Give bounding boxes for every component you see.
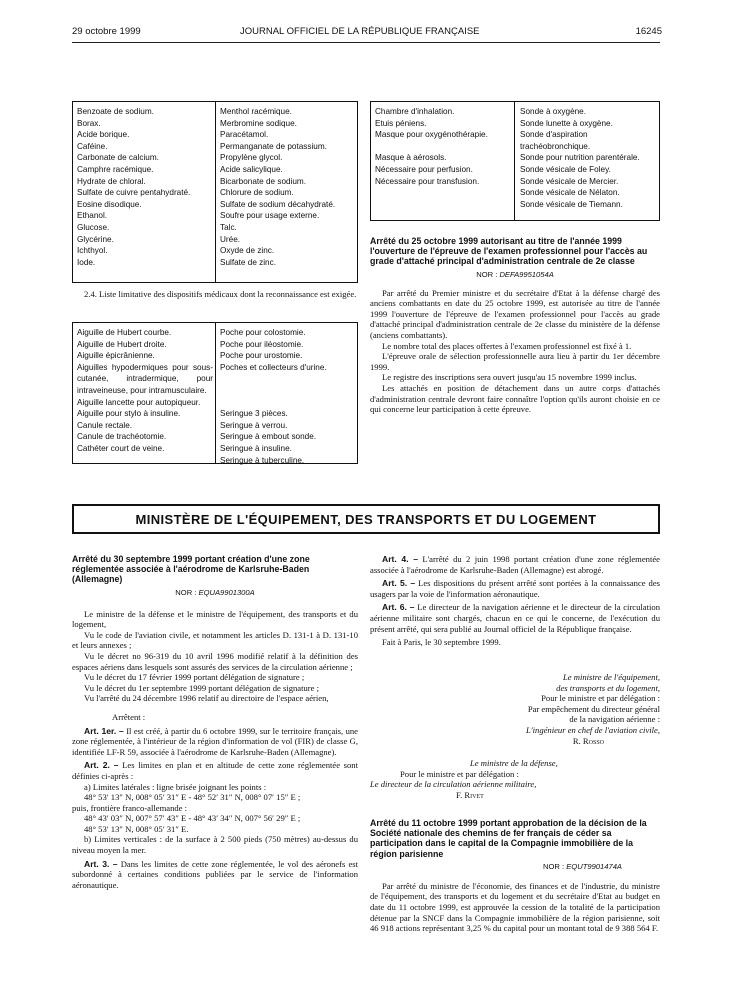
arrete-body: Le ministre de la défense et le ministre de l'équipement, des transports et du logement, Vu le code de l'aviation civile, et notamment les articles D. 131-1 à D. 131-10 et leurs annexes ; Vu le décret no 96-319 du 10 avril 1996 modifié relatif à la définition des espaces aériens dans lesquels sont assurés des services de la circulation aérienne ; Vu le décret du 17 février 1999 portant délégation de signature ; Vu le décret du 1er septembre 1999 portant délégation de signature ; Vu l'arrêté du 24 décembre 1996 relatif au directoire de l'espace aérien, Arrêtent : Art. 1er. – Il est créé, à partir du 6 octobre 1999, sur le territoire français, une zone réglementée, à l'intérieur de la région d'information de vol (FIR) de classe G, identifiée LF-R 59, associée à l'aérodrome de Karlsruhe-Baden (Allemagne). Art. 2. – Les limites en plan et en altitude de cette zone réglementée sont définies ci-après : a) Limites latérales : ligne brisée joignant les points : 48° 53′ 13″ N, 008° 05′ 31″ E - 48° 52′ 31″ N, 008° 07′ 15″ E ; puis, frontière franco-allemande : 48° 43′ 03″ N, 007° 57′ 43″ E - 48° 43′ 34″ N, 007° 56′ 29″ E ; 48° 53′ 13″ N, 008° 05′ 31″ E. b) Limites verticales : de la surface à 2 500 pieds (750 mètres) au-dessus du niveau moyen la mer. Art. 3. – Dans les limites de cette zone réglementée, le vol des aéronefs est subordonné à certaines conditions publiées par le service de l'information aéronautique.: [72, 608, 358, 890]
table-cell: Sonde à oxygène.: [520, 107, 587, 116]
section-2-4: 2.4. Liste limitative des dispositifs médicaux dont la reconnaissance est exigée.: [84, 289, 357, 299]
table-cell: Poche pour iléostomie.: [220, 339, 304, 349]
table-cell: Poches et collecteurs d'urine.: [220, 362, 327, 372]
signature-block-defense: Le ministre de la défense, Pour le ministre et par délégation : Le directeur de la circulation aérienne militaire, F. Rivet: [370, 758, 558, 800]
article-4: Art. 4. – L'arrêté du 2 juin 1998 portant création d'une zone réglementée associée à l'aérodrome de Karlsruhe-Baden (Allemagne) est abrogé.: [370, 554, 660, 575]
page-header: [72, 26, 662, 40]
table-cell: Sulfate de sodium décahydraté.: [220, 199, 336, 209]
table-cell: Borax.: [77, 118, 101, 128]
table-cell: Aiguille épicrânienne.: [77, 351, 155, 361]
table-cell: Glucose.: [77, 222, 110, 232]
table-cell: Propylène glycol.: [220, 153, 283, 163]
article-6: Art. 6. – Le directeur de la navigation aérienne et le directeur de la circulation aérienne militaire sont chargés, chacun en ce qui le concerne, de l'exécution du présent arrêté, qui sera publié au Journal officiel de la République française.: [370, 602, 660, 634]
arrete-25-octobre: [370, 236, 660, 415]
substances-table: [72, 101, 358, 283]
table-cell: Sonde pour nutrition parentérale.: [520, 153, 640, 163]
table-cell: Caféine.: [77, 141, 108, 151]
table-cell: Masque à aérosols.: [375, 153, 447, 163]
nor-reference: NOR : EQUA9901300A: [175, 587, 255, 597]
table-cell: Poche pour colostomie.: [220, 328, 306, 337]
arrete-30-septembre-continued: Art. 4. – L'arrêté du 2 juin 1998 portant création d'une zone réglementée associée à l'aérodrome de Karlsruhe-Baden (Allemagne) est abrogé. Art. 5. – Les dispositions du présent arrêté sont portées à la connaissance des usagers par la voie de l'information aéronautique. Art. 6. – Le directeur de la navigation aérienne et le directeur de la circulation aérienne militaire sont chargés, chacun en ce qui le concerne, de l'exécution du présent arrêté, qui sera publié au Journal officiel de la République française. Fait à Paris, le 30 septembre 1999.: [370, 554, 660, 648]
table-cell: Aiguille pour stylo à insuline.: [77, 409, 181, 419]
devices-table: [72, 322, 358, 464]
table-cell: Sulfate de cuivre pentahydraté.: [77, 188, 191, 198]
header-journal-title: JOURNAL OFFICIEL DE LA RÉPUBLIQUE FRANÇAISE: [240, 26, 480, 37]
ministry-banner: MINISTÈRE DE L'ÉQUIPEMENT, DES TRANSPORTS ET DU LOGEMENT: [72, 504, 660, 534]
arrete-30-septembre: [72, 554, 358, 890]
table-cell: Benzoate de sodium.: [77, 107, 154, 116]
header-date: 29 octobre 1999: [72, 26, 141, 37]
table-cell: Poche pour urostomie.: [220, 351, 303, 361]
table-cell: Eosine disodique.: [77, 199, 142, 209]
table-cell: Aiguilles hypodermiques pour sous-cutanée, intradermique, pour intraveineuse, pour intramusculaire.: [77, 362, 213, 395]
table-cell: Seringue à embout sonde.: [220, 432, 317, 442]
devices-col1: [77, 327, 213, 455]
table-cell: Oxyde de zinc.: [220, 246, 275, 256]
table-cell: Sonde vésicale de Tiemann.: [520, 199, 623, 209]
devices-col2: [220, 327, 327, 466]
table-cell: Sonde vésicale de Nélaton.: [520, 188, 620, 198]
table-cell: Masque pour oxygénothérapie.: [375, 130, 488, 140]
article-2: Art. 2. – Les limites en plan et en altitude de cette zone réglementée sont définies ci-après :: [72, 760, 358, 781]
arrete-body: Par arrêté du ministre de l'économie, des finances et de l'industrie, du ministre de l'équipement, des transports et du logement et du secrétaire d'Etat au budget en date du 11 octobre 1999, est approuvée la cession de la totalité de la participation détenue par la SNCF dans la Compagnie immobilière de la région parisienne, soit 46 918 actions représentant 3,25 % du capital pour un montant total de 9 388 564 F.: [370, 880, 660, 934]
arrete-11-octobre: [370, 818, 660, 934]
arrete-title: Arrêté du 25 octobre 1999 autorisant au titre de l'année 1999 l'ouverture de l'épreuve de l'examen professionnel pour l'accès au grade d'attaché principal d'administration centrale de 2e classe: [370, 236, 648, 267]
devices-cont-col1: [375, 106, 488, 187]
nor-reference: NOR : EQUT9901474A: [543, 861, 622, 871]
arrete-title: Arrêté du 11 octobre 1999 portant approbation de la décision de la Société nationale des chemins de fer français de céder sa participation dans le capital de la Compagnie immobilière de la région parisienne: [370, 818, 647, 859]
table-cell: Camphre racémique.: [77, 164, 154, 174]
table-cell: Sonde d'aspiration trachéobronchique.: [520, 130, 591, 151]
table-cell: Talc.: [220, 222, 237, 232]
table-cell: Glycérine.: [77, 234, 114, 244]
table-cell: Merbromine sodique.: [220, 118, 297, 128]
table-cell: Nécessaire pour transfusion.: [375, 176, 480, 186]
table-cell: Acide borique.: [77, 130, 130, 140]
table-cell: Ichthyol.: [77, 246, 108, 256]
table-cell: Permanganate de potassium.: [220, 141, 327, 151]
arrete-body: Par arrêté du Premier ministre et du secrétaire d'Etat à la défense chargé des anciens combattants en date du 25 octobre 1999, est autorisée au titre de l'année 1999 l'ouverture de l'épreuve de l'examen professionnel pour l'accès au grade d'attaché principal d'administration centrale de 2e classe du ministère de la défense (anciens combattants). Le nombre total des places offertes à l'examen professionnel est fixé à 1. L'épreuve orale de sélection professionnelle aura lieu à partir du 1er décembre 1999. Le registre des inscriptions sera ouvert jusqu'au 15 novembre 1999 inclus. Les attachés en position de détachement dans un autre corps d'attachés d'administration centrale devront faire connaître l'option qu'ils auront choisie en ce qui concerne leur participation à cette épreuve.: [370, 287, 660, 415]
substances-col2: [220, 106, 335, 268]
table-cell: Sonde lunette à oxygène.: [520, 118, 613, 128]
article-1: Art. 1er. – Il est créé, à partir du 6 octobre 1999, sur le territoire français, une zone réglementée, à l'intérieur de la région d'information de vol (FIR) de classe G, identifiée LF-R 59, associée à l'aérodrome de Karlsruhe-Baden (Allemagne).: [72, 725, 358, 757]
table-cell: Canule de trachéotomie.: [77, 432, 167, 442]
table-cell: Bicarbonate de sodium.: [220, 176, 307, 186]
table-cell: Etuis péniens.: [375, 118, 427, 128]
table-cell: Sulfate de zinc.: [220, 257, 276, 267]
nor-reference: NOR : DEFA9951054A: [476, 269, 554, 279]
article-5: Art. 5. – Les dispositions du présent arrêté sont portées à la connaissance des usagers par la voie de l'information aéronautique.: [370, 578, 660, 599]
table-cell: Chambre d'inhalation.: [375, 107, 455, 116]
table-cell: Chlorure de sodium.: [220, 188, 294, 198]
table-cell: Ethanol.: [77, 211, 108, 221]
table-cell: Carbonate de calcium.: [77, 153, 159, 163]
header-rule: [72, 42, 660, 43]
table-cell: Menthol racémique.: [220, 107, 292, 116]
header-page-number: 16245: [635, 26, 662, 37]
table-cell: Nécessaire pour perfusion.: [375, 164, 473, 174]
table-cell: Sonde vésicale de Foley.: [520, 164, 611, 174]
devices-table-continued: [370, 101, 660, 221]
table-cell: Iode.: [77, 257, 96, 267]
devices-cont-col2: [520, 106, 656, 210]
table-cell: Sonde vésicale de Mercier.: [520, 176, 619, 186]
table-cell: Seringue à tuberculine.: [220, 455, 305, 465]
table-cell: Aiguille de Hubert droite.: [77, 339, 167, 349]
table-cell: Seringue à verrou.: [220, 420, 288, 430]
arrete-title: Arrêté du 30 septembre 1999 portant création d'une zone réglementée associée à l'aérodrome de Karlsruhe-Baden (Allemagne): [72, 554, 310, 585]
table-cell: Soufre pour usage externe.: [220, 211, 320, 221]
table-cell: Urée.: [220, 234, 241, 244]
substances-col1: [77, 106, 190, 268]
table-cell: Seringue à insuline.: [220, 443, 292, 453]
table-cell: Cathéter court de veine.: [77, 443, 165, 453]
table-cell: Canule rectale.: [77, 420, 133, 430]
table-cell: Seringue 3 pièces.: [220, 409, 288, 419]
signature-block-equipement: Le ministre de l'équipement, des transports et du logement, Pour le ministre et par délégation : Par empêchement du directeur général de la navigation aérienne : L'ingénieur en chef de l'aviation civile, R. Rosso: [526, 672, 660, 746]
table-cell: Hydrate de chloral.: [77, 176, 146, 186]
table-cell: Acide salicylique.: [220, 164, 283, 174]
table-cell: Aiguille lancette pour autopiqueur.: [77, 397, 201, 407]
article-3: Art. 3. – Dans les limites de cette zone réglementée, le vol des aéronefs est subordonné à certaines conditions publiées par le service de l'information aéronautique.: [72, 858, 358, 890]
table-cell: Paracétamol.: [220, 130, 269, 140]
table-cell: Aiguille de Hubert courbe.: [77, 328, 172, 337]
